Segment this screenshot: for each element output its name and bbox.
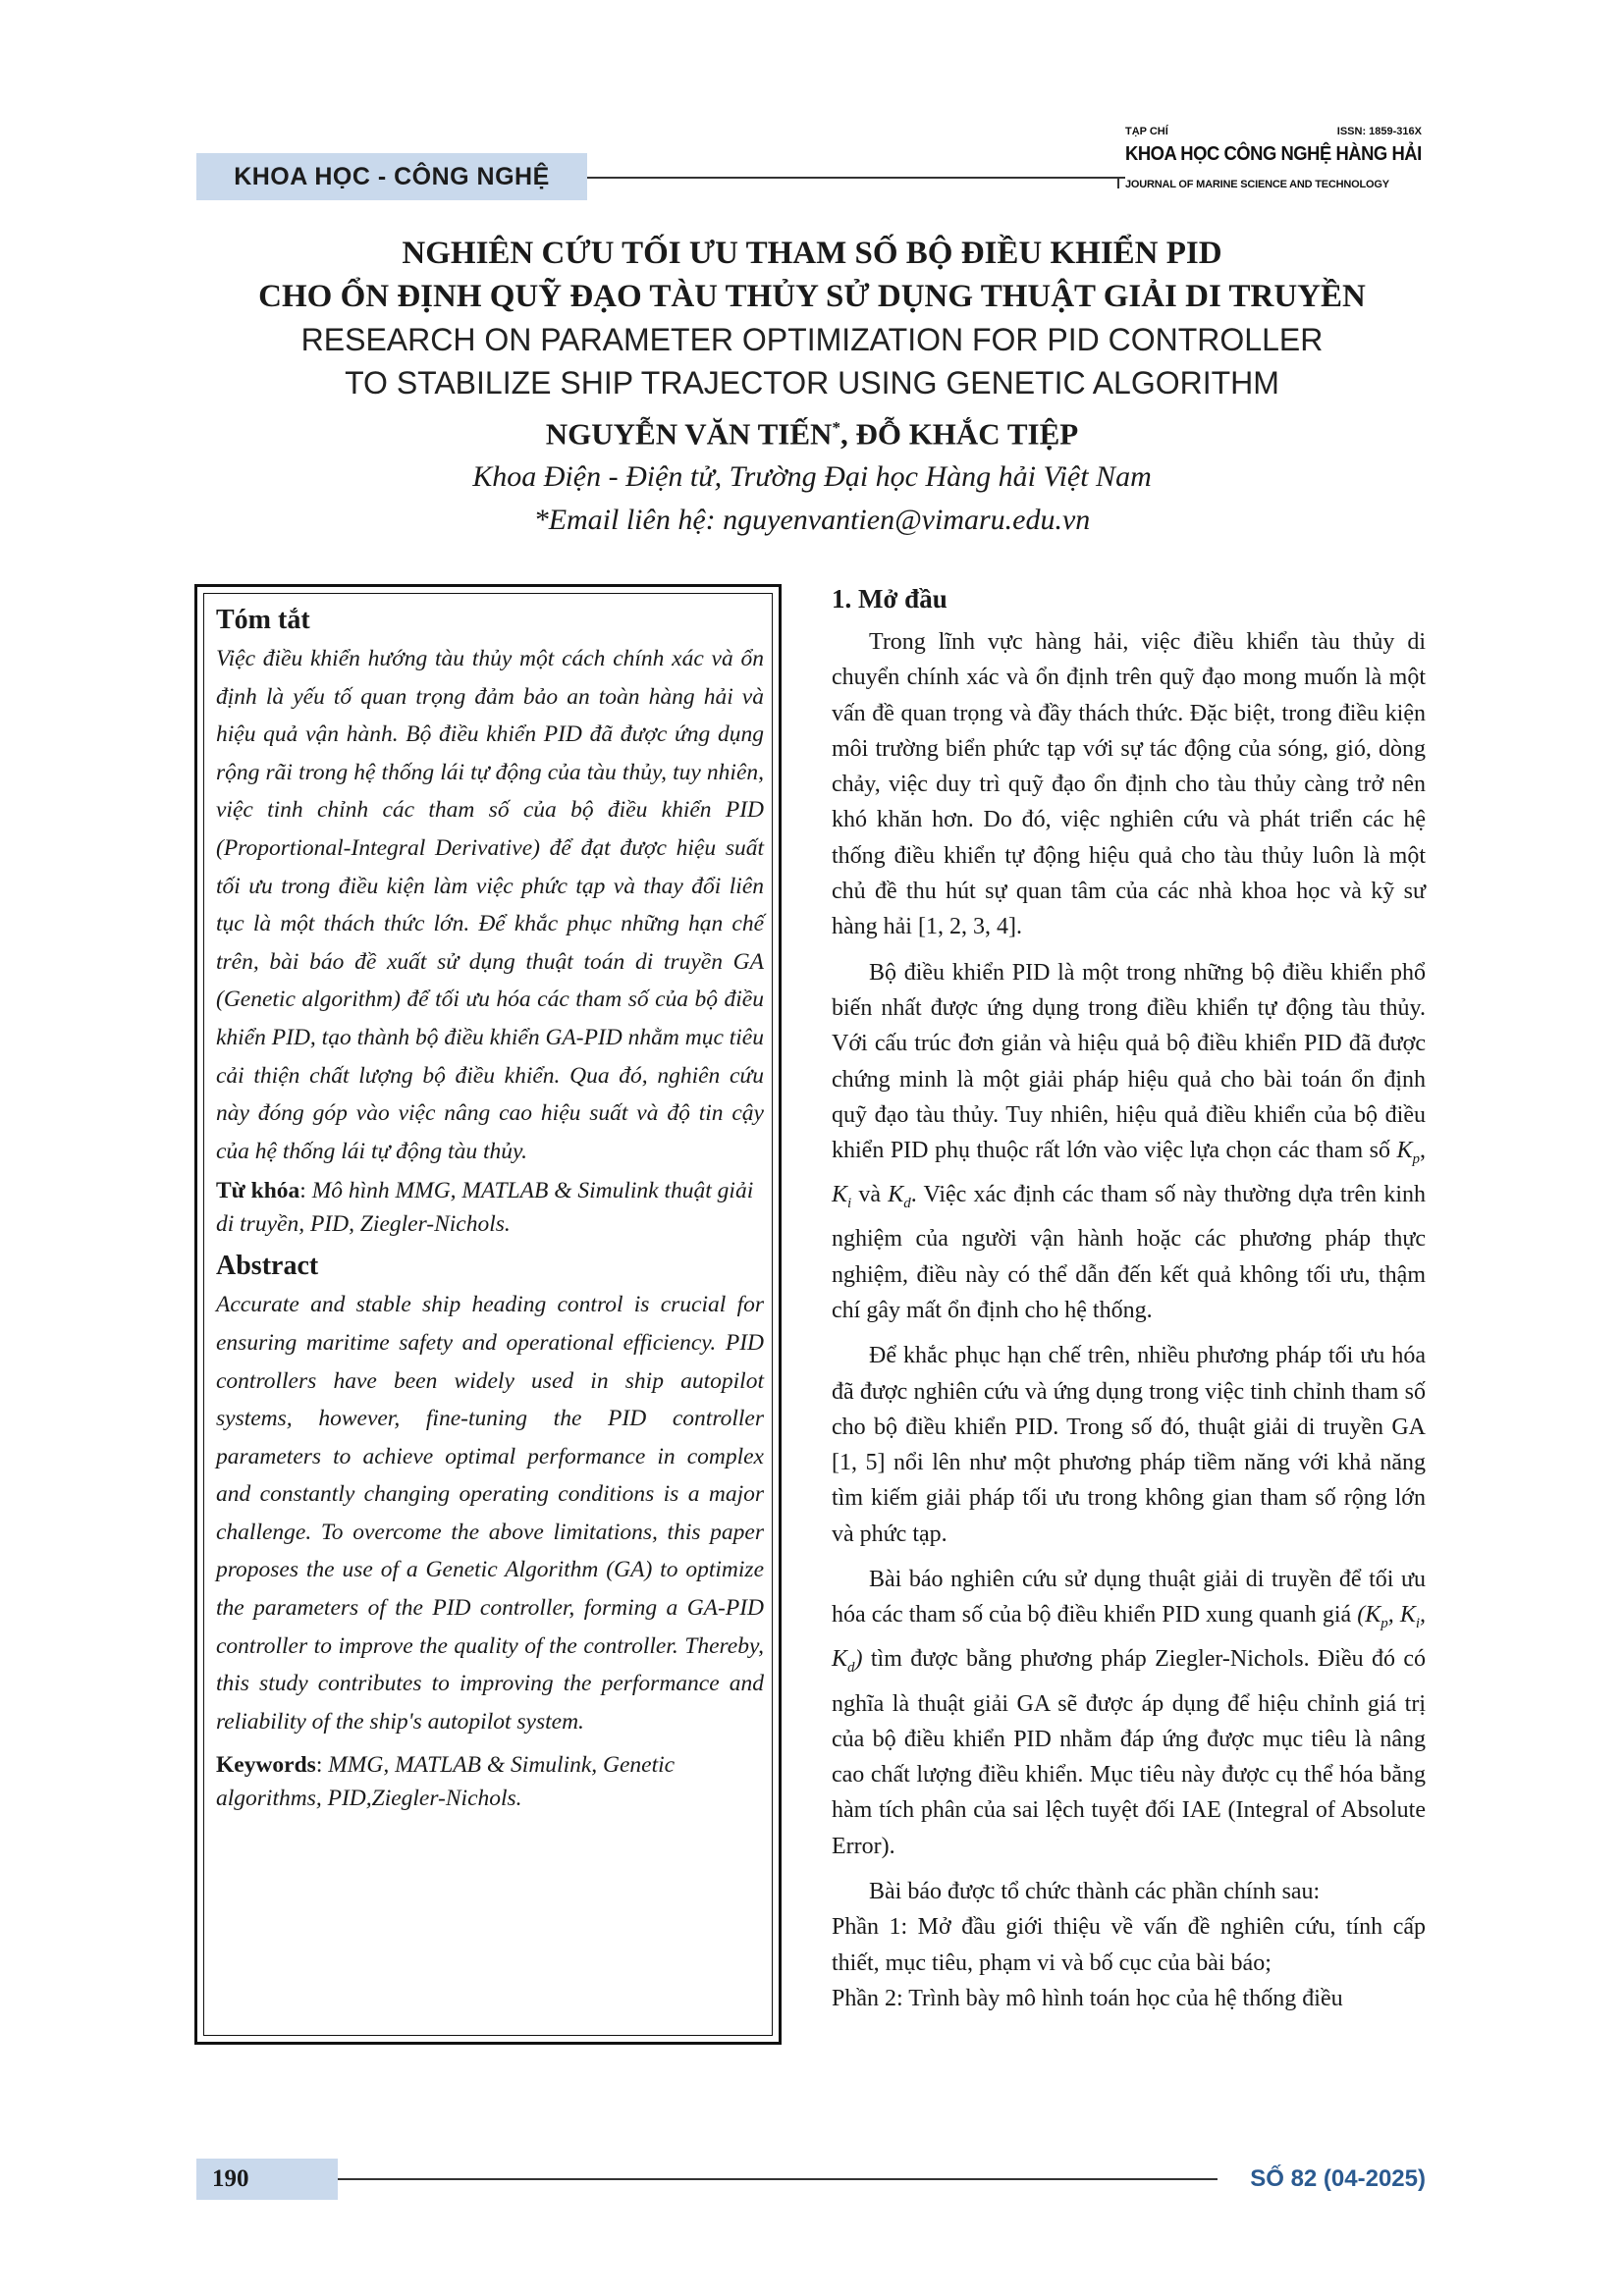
sym-ki: $K_i$ bbox=[832, 1182, 852, 1212]
issue-label: SỐ 82 (04-2025) bbox=[1250, 2165, 1426, 2192]
keywords-en-label: Keywords bbox=[216, 1752, 316, 1779]
header-rule bbox=[587, 177, 1125, 179]
authors bbox=[147, 406, 1477, 455]
body-paragraph-5-line2: Phần 1: Mở đầu giới thiệu về vấn đề nghiên cứu, tính cấp thiết, mục tiêu, phạm vi và bố cục của bài báo; bbox=[832, 1914, 1426, 1976]
keywords-vn-text: Mô hình MMG, MATLAB & Simulink thuật giải di truyền, PID, Ziegler-Nichols. bbox=[216, 1178, 754, 1238]
keywords-en-sep: : bbox=[315, 1752, 329, 1779]
corresponding-mark: * bbox=[832, 418, 840, 437]
abstract-vn-heading: Tóm tắt bbox=[216, 605, 310, 635]
journal-subtitle: JOURNAL OF MARINE SCIENCE AND TECHNOLOGY bbox=[1125, 179, 1389, 190]
keywords-vn bbox=[216, 1174, 764, 1241]
section-tag: KHOA HỌC - CÔNG NGHỆ bbox=[196, 153, 587, 200]
p4-text-a: Bài báo nghiên cứu sử dụng thuật giải di truyền để tối ưu hóa các tham số của bộ điều khiển PID xung quanh giá bbox=[832, 1567, 1426, 1629]
title-en-line2: TO STABILIZE SHIP TRAJECTOR USING GENETIC ALGORITHM bbox=[345, 365, 1279, 400]
section-1-heading: 1. Mở đầu bbox=[832, 584, 947, 614]
p2-text-b: . Việc xác định các tham số này thường dựa trên kinh nghiệm của người vận hành hoặc các phương pháp thực nghiệm, điều này có thể dẫn đến kết quả không tối ưu, thậm chí gây mất ổn định cho hệ thống. bbox=[832, 1182, 1426, 1323]
journal-masthead bbox=[1125, 126, 1422, 196]
title-vn-line2: CHO ỔN ĐỊNH QUỸ ĐẠO TÀU THỦY SỬ DỤNG THUẬT GIẢI DI TRUYỀN bbox=[258, 279, 1366, 314]
journal-label: TẠP CHÍ bbox=[1125, 126, 1168, 137]
affiliation: Khoa Điện - Điện tử, Trường Đại học Hàng hải Việt Nam bbox=[472, 460, 1152, 494]
contact-email: *Email liên hệ: nguyenvantien@vimaru.edu.vn bbox=[533, 504, 1091, 537]
keywords-vn-label: Từ khóa bbox=[216, 1178, 300, 1204]
p2-text-a: Bộ điều khiển PID là một trong những bộ điều khiển phổ biến nhất được ứng dụng trong điều khiển tự động tàu thủy. Với cấu trúc đơn giản và hiệu quả bộ điều khiển PID đã được chứng minh là một giải pháp hiệu quả cho bài toán ổn định quỹ đạo tàu thủy. Tuy nhiên, hiệu quả điều khiển của bộ điều khiển PID phụ thuộc rất lớn vào việc lựa chọn các tham số bbox=[832, 959, 1426, 1164]
sym-kd: $K_d$ bbox=[888, 1182, 911, 1212]
author-2: ĐỖ KHẮC TIỆP bbox=[855, 416, 1079, 452]
body-column bbox=[832, 579, 1426, 2016]
body-paragraph-2: Bộ điều khiển PID là một trong những bộ điều khiển phổ biến nhất được ứng dụng trong điều khiển tự động tàu thủy. Với cấu trúc đơn giản và hiệu quả bộ điều khiển PID đã được chứng minh là một giải pháp hiệu quả cho bài toán ổn định quỹ đạo tàu thủy. Tuy nhiên, hiệu quả điều khiển của bộ điều khiển PID phụ thuộc rất lớn vào việc lựa chọn các tham số $K_p$, $K_i$ và $K_d$. Việc xác định các tham số này thường dựa trên kinh nghiệm của người vận hành hoặc các phương pháp thực nghiệm, điều này có thể dẫn đến kết quả không tối ưu, thậm chí gây mất ổn định cho hệ thống. bbox=[832, 959, 1426, 1323]
journal-issn: ISSN: 1859-316X bbox=[1336, 126, 1422, 137]
keywords-en-text: MMG, MATLAB & Simulink, Genetic algorithms, PID,Ziegler-Nichols. bbox=[216, 1752, 676, 1812]
author-1: NGUYỄN VĂN TIẾN bbox=[545, 416, 833, 452]
body-paragraph-5-line3: Phần 2: Trình bày mô hình toán học của hệ thống điều bbox=[832, 1985, 1343, 2011]
journal-name: KHOA HỌC CÔNG NGHỆ HÀNG HẢI bbox=[1125, 143, 1422, 165]
body-paragraph-4 bbox=[832, 1562, 1426, 1864]
body-paragraph-3: Để khắc phục hạn chế trên, nhiều phương pháp tối ưu hóa đã được nghiên cứu và ứng dụng trong việc tinh chỉnh tham số cho bộ điều khiển PID. Trong số đó, thuật giải di truyền GA [1, 5] nổi lên như một phương pháp tiềm năng với khả năng tìm kiếm giải pháp tối ưu trong không gian tham số rộng lớn và phức tạp. bbox=[832, 1343, 1426, 1547]
sym-k-tuple: ($K_p$, $K_i$, $K_d$) bbox=[832, 1602, 1426, 1677]
sym-kp: $K_p$ bbox=[1396, 1138, 1420, 1167]
page-number: 190 bbox=[196, 2159, 338, 2200]
abstract-en-text: Accurate and stable ship heading control is crucial for ensuring maritime safety and operational efficiency. PID controllers have been widely used in ship autopilot systems, however, fine-tuning the PID controller parameters to achieve optimal performance in complex and constantly changing operating conditions is a major challenge. To overcome the above limitations, this paper proposes the use of a Genetic Algorithm (GA) to optimize the parameters of the PID controller, forming a GA-PID controller to improve the quality of the controller. Thereby, this study contributes to improving the performance and reliability of the ship's autopilot system. bbox=[216, 1292, 764, 1735]
title-vn-line1: NGHIÊN CỨU TỐI ƯU THAM SỐ BỘ ĐIỀU KHIỂN PID bbox=[402, 236, 1222, 271]
abstract-vn-text: Việc điều khiển hướng tàu thủy một cách chính xác và ổn định là yếu tố quan trọng đảm bảo an toàn hàng hải và hiệu quả vận hành. Bộ điều khiển PID đã được ứng dụng rộng rãi trong hệ thống lái tự động của tàu thủy, tuy nhiên, việc tinh chỉnh các tham số của bộ điều khiển PID (Proportional-Integral Derivative) để đạt được hiệu suất tối ưu trong điều kiện làm việc phức tạp và thay đổi liên tục là một thách thức lớn. Để khắc phục những hạn chế trên, bài báo đề xuất sử dụng thuật toán di truyền GA (Genetic algorithm) để tối ưu hóa các tham số của bộ điều khiển PID, tạo thành bộ điều khiển GA-PID nhằm mục tiêu cải thiện chất lượng bộ điều khiển. Qua đó, nghiên cứu này đóng góp vào việc nâng cao hiệu suất và độ tin cậy của hệ thống lái tự động tàu thủy. bbox=[216, 646, 764, 1164]
abstract-en-heading: Abstract bbox=[216, 1251, 319, 1282]
header-rule-hook bbox=[1117, 177, 1119, 188]
title-block bbox=[147, 232, 1477, 542]
author-separator: , bbox=[839, 416, 856, 452]
title-en-line1: RESEARCH ON PARAMETER OPTIMIZATION FOR PID CONTROLLER bbox=[300, 322, 1324, 357]
footer-rule bbox=[338, 2178, 1218, 2180]
body-paragraph-1: Trong lĩnh vực hàng hải, việc điều khiển tàu thủy di chuyển chính xác và ổn định trên quỹ đạo mong muốn là một vấn đề quan trọng và đầy thách thức. Đặc biệt, trong điều kiện môi trường biển phức tạp với sự tác động của sóng, gió, dòng chảy, việc duy trì quỹ đạo ổn định cho tàu thủy càng trở nên khó khăn hơn. Do đó, việc nghiên cứu và phát triển các hệ thống điều khiển tự động hiệu quả cho tàu thủy luôn là một chủ đề thu hút sự quan tâm của các nhà khoa học và kỹ sư hàng hải [1, 2, 3, 4]. bbox=[832, 629, 1426, 940]
body-paragraph-5-line1: Bài báo được tổ chức thành các phần chính sau: bbox=[869, 1878, 1321, 1904]
abstract-content bbox=[216, 601, 764, 1815]
keywords-vn-sep: : bbox=[299, 1178, 312, 1204]
keywords-en bbox=[216, 1748, 764, 1815]
p4-text-b: tìm được bằng phương pháp Ziegler-Nichols. Điều đó có nghĩa là thuật giải GA sẽ được áp dụng để hiệu chỉnh giá trị của bộ điều khiển PID nhằm đáp ứng được mục tiêu là nâng cao chất lượng điều khiển. Mục tiêu này được cụ thể hóa bằng hàm tích phân của sai lệch tuyệt đối IAE (Integral of Absolute Error). bbox=[832, 1646, 1426, 1859]
